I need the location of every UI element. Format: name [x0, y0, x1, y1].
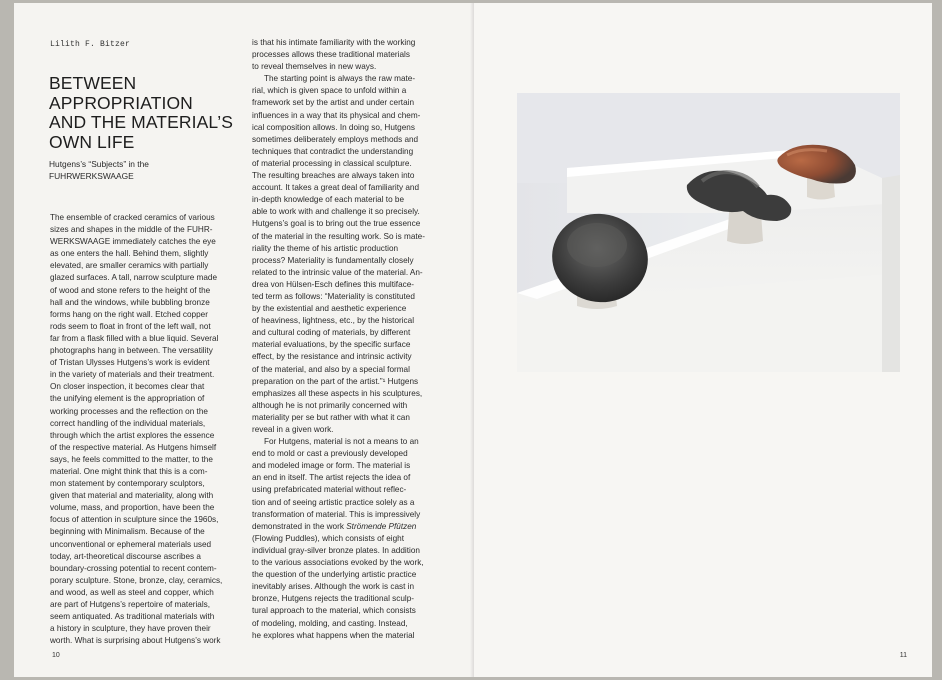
text-line: says, he feels committed to the matter, to the	[50, 454, 213, 464]
text-line: riality the theme of his artistic production	[252, 243, 399, 253]
text-line: although he is not primarily concerned with	[252, 400, 408, 410]
text-line: is that his intimate familiarity with the working	[252, 38, 416, 47]
subtitle-line: Hutgens’s “Subjects” in the	[49, 159, 149, 169]
body-column-1	[50, 212, 240, 647]
text-line: of Tristan Ulysses Hutgens’s work is evident	[50, 358, 210, 368]
text-line: ted term as follows: “Materiality is constituted	[252, 291, 415, 301]
text-line: rial, which is given space to unfold within a	[252, 86, 407, 96]
text-line: in the variety of materials and their treatment.	[50, 370, 215, 380]
text-line: a history in sculpture, they have proven their	[50, 624, 211, 634]
text-line: of modeling, molding, and casting. Instead,	[252, 618, 408, 628]
text-line: seem antiquated. As traditional materials with	[50, 612, 215, 622]
text-line: boundary-crossing potential to recent contem-	[50, 563, 217, 573]
text-line: The starting point is always the raw mate-	[264, 74, 416, 84]
text-line: emphasizes all these aspects in his sculptures,	[252, 388, 423, 398]
text-line: drea von Hülsen-Esch defines this multiface-	[252, 279, 415, 289]
text-line: by the existential and aesthetic experience	[252, 304, 407, 314]
text-line: Hutgens’s goal is to bring out the true essence	[252, 219, 421, 229]
text-line: today, art-theoretical discourse ascribes a	[50, 551, 201, 561]
text-line: framework set by the artist and under certain	[252, 98, 415, 108]
text-line: elevated, are smaller ceramics with partially	[50, 261, 209, 271]
text-line: as one enters the hall. Behind them, slightly	[50, 249, 209, 259]
text-line: working processes and the reflection on the	[50, 406, 208, 416]
text-line: glazed surfaces. A tall, narrow sculpture made	[50, 273, 218, 283]
text-line: WERKSWAAGE immediately catches the eye	[50, 237, 216, 247]
text-line: influences in a way that its physical and chem-	[252, 110, 421, 120]
text-line: mon statement by contemporary sculptors,	[50, 479, 205, 489]
text-line: photographs hang in between. The versatility	[50, 346, 213, 356]
text-line: tion and of seeing artistic practice solely as a	[252, 497, 415, 507]
text-line: process? Materiality is fundamentally closely	[252, 255, 414, 265]
text-line: individual gray-silver bronze plates. In addition	[252, 545, 420, 555]
text-line: The ensemble of cracked ceramics of various	[50, 213, 215, 222]
text-line: On closer inspection, it becomes clear that	[50, 382, 205, 392]
text-line: correct handling of the individual materials,	[50, 418, 206, 428]
text-line: to the various associations evoked by the work,	[252, 558, 424, 568]
text-line: forms hang on the right wall. Etched copper	[50, 309, 208, 319]
text-line: end to mold or cast a previously developed	[252, 449, 408, 459]
text-line: inevitably arises. Although the work is cast in	[252, 582, 415, 592]
text-line: the question of the underlying artistic practice	[252, 570, 417, 580]
text-line: of the material, and also by a special formal	[252, 364, 410, 374]
text-line: (Flowing Puddles), which consists of eight	[252, 533, 404, 543]
text-line: of material processing in classical sculpture.	[252, 158, 412, 168]
text-line: of heaviness, lightness, etc., by the historical	[252, 316, 415, 326]
text-line: material. One might think that this is a com-	[50, 466, 208, 476]
text-line: an end in itself. The artist rejects the idea of	[252, 473, 411, 483]
text-line: and wood, as well as steel and copper, which	[50, 587, 214, 597]
text-line: rods seem to float in front of the left wall, not	[50, 321, 211, 331]
paragraph	[252, 73, 442, 436]
subtitle-line: FUHRWERKSWAAGE	[49, 171, 134, 181]
text-line: of wood and stone refers to the height of the	[50, 285, 211, 295]
article-title	[49, 74, 259, 152]
text-line: For Hutgens, material is not a means to an	[264, 437, 419, 447]
body-column-2	[252, 37, 442, 642]
text-line: he explores what happens when the material	[252, 630, 415, 640]
title-line: APPROPRIATION	[49, 92, 193, 113]
text-line: able to work with and challenge it so precisely.	[252, 207, 420, 217]
text-line: far from a flask filled with a blue liquid. Several	[50, 333, 219, 343]
text-line: of the material in the resulting work. So is mate-	[252, 231, 425, 241]
text-line: are part of Hutgens’s repertoire of materials,	[50, 600, 211, 609]
right-page	[474, 3, 932, 677]
text-line: using prefabricated material without reflec-	[252, 485, 407, 495]
text-line: related to the intrinsic value of the material. An-	[252, 267, 423, 277]
paragraph	[50, 212, 240, 647]
text-line: materiality per se but rather with what it can	[252, 412, 410, 422]
text-line: through which the artist explores the essence	[50, 430, 215, 440]
text-line: worth. What is surprising about Hutgens’s work	[50, 636, 221, 646]
text-line: volume, mass, and proportion, have been the	[50, 503, 215, 513]
text-line: the unifying element is the appropriation of	[50, 394, 205, 404]
running-head-author: Lilith F. Bitzer	[50, 40, 131, 49]
article-subtitle	[49, 158, 249, 182]
text-line: and modeled image or form. The material is	[252, 461, 411, 471]
text-line: transformation of material. This is impressively	[252, 509, 421, 519]
work-title: Strömende Pfützen	[346, 521, 417, 531]
text-line: tural approach to the material, which consists	[252, 606, 416, 616]
text-line: processes allows these traditional materials	[252, 50, 410, 60]
title-line: BETWEEN	[49, 73, 137, 93]
exhibition-photo-illustration	[517, 93, 900, 372]
text-line: preparation on the part of the artist.”¹ Hutgens	[252, 376, 419, 386]
text-line: of the respective material. As Hutgens himself	[50, 442, 217, 452]
text-line: hall and the windows, while bubbling bronze	[50, 297, 210, 307]
text-line: focus of attention in sculpture since the 1960s,	[50, 515, 219, 525]
paragraph	[252, 37, 442, 73]
title-line: OWN LIFE	[49, 131, 135, 152]
text-line: bronze, Hutgens rejects the traditional sculp-	[252, 594, 415, 604]
text-line: demonstrated in the work Strömende Pfützen	[252, 521, 417, 531]
text-line: sizes and shapes in the middle of the FUHR-	[50, 225, 213, 235]
text-line: in-depth knowledge of each material to be	[252, 195, 405, 205]
sculpture-photograph	[517, 93, 900, 372]
text-line: given that material and materiality, along with	[50, 491, 214, 501]
text-line: and cultural coding of materials, by different	[252, 328, 411, 338]
text-line: material evaluations, by the specific surface	[252, 340, 411, 350]
page-number-left: 10	[52, 652, 60, 659]
text-line: ical composition allows. In doing so, Hutgens	[252, 122, 415, 132]
text-line: porary sculpture. Stone, bronze, clay, ceramics,	[50, 575, 223, 585]
text-line: sometimes deliberately employs methods and	[252, 134, 419, 144]
paragraph	[252, 436, 442, 642]
text-line: to reveal themselves in new ways.	[252, 62, 377, 72]
text-line: techniques that contradict the understanding	[252, 146, 414, 156]
title-line: AND THE MATERIAL’S	[49, 112, 233, 132]
text-line: effect, by the resistance and intrinsic activity	[252, 352, 412, 362]
text-line: unconventional or ephemeral materials used	[50, 539, 212, 549]
text-line: account. It takes a great deal of familiarity and	[252, 183, 420, 193]
text-line: reveal in a given work.	[252, 425, 334, 434]
left-page	[14, 3, 474, 677]
page-number-right: 11	[899, 652, 907, 659]
text-line: The resulting breaches are always taken into	[252, 171, 415, 181]
text-line: beginning with Minimalism. Because of the	[50, 527, 205, 537]
